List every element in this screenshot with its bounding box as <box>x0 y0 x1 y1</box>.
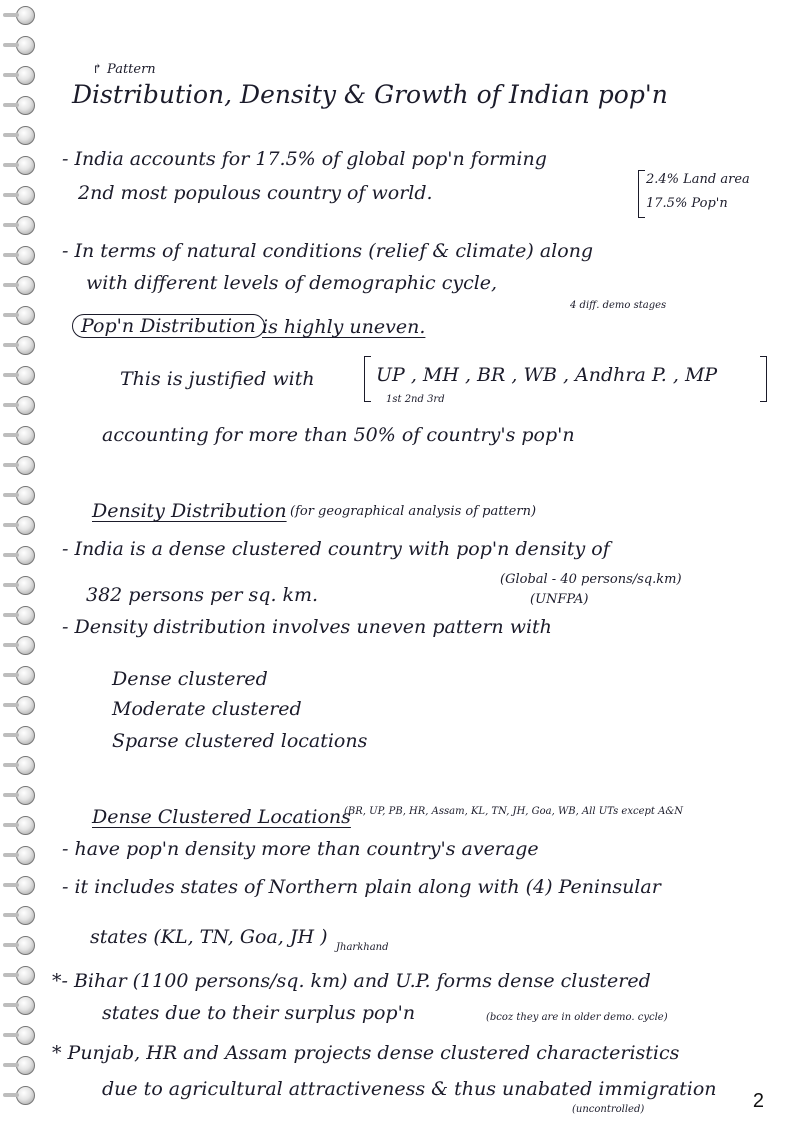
note-line: states due to their surplus pop'n <box>102 1002 416 1024</box>
side-note: 2.4% Land area <box>646 172 750 187</box>
side-note: 17.5% Pop'n <box>646 196 728 211</box>
note-line: 382 persons per sq. km. <box>86 584 319 606</box>
section-heading: Density Distribution <box>92 500 287 522</box>
bracket <box>638 170 645 218</box>
note-line: UP , MH , BR , WB , Andhra P. , MP <box>376 364 718 386</box>
circled-term: Pop'n Distribution <box>72 314 265 338</box>
note-line: with different levels of demographic cycle, <box>86 272 498 294</box>
title-annotation: ↱ Pattern <box>92 62 156 77</box>
note-line: 2nd most populous country of world. <box>78 182 433 204</box>
note-line: - Density distribution involves uneven pattern with <box>62 616 552 638</box>
side-note: Jharkhand <box>336 942 389 953</box>
note-line: states (KL, TN, Goa, JH ) <box>90 926 328 948</box>
list-item: Sparse clustered locations <box>112 730 368 752</box>
side-note: (UNFPA) <box>530 592 589 607</box>
page-number: 2 <box>752 1090 764 1112</box>
page-title: Distribution, Density & Growth of Indian pop'n <box>72 80 668 109</box>
side-note: (Global - 40 persons/sq.km) <box>500 572 682 587</box>
list-item: Moderate clustered <box>112 698 302 720</box>
side-note: 4 diff. demo stages <box>570 300 667 311</box>
list-item: Dense clustered <box>112 668 268 690</box>
note-line: - In terms of natural conditions (relief & climate) along <box>62 240 594 262</box>
bracket <box>760 356 767 402</box>
note-line: This is justified with <box>120 368 315 390</box>
note-line: * Punjab, HR and Assam projects dense clustered characteristics <box>52 1042 680 1064</box>
section-heading: Dense Clustered Locations <box>92 806 351 828</box>
side-note: (for geographical analysis of pattern) <box>290 504 537 519</box>
note-line: - have pop'n density more than country's average <box>62 838 539 860</box>
bracket <box>364 356 371 402</box>
note-line: accounting for more than 50% of country's pop'n <box>102 424 575 446</box>
note-line: - it includes states of Northern plain along with (4) Peninsular <box>62 876 661 898</box>
rank-note: 1st 2nd 3rd <box>386 394 445 405</box>
note-line: - India is a dense clustered country with pop'n density of <box>62 538 610 560</box>
side-note: (bcoz they are in older demo. cycle) <box>486 1012 668 1023</box>
note-line: - India accounts for 17.5% of global pop'n forming <box>62 148 547 170</box>
side-note: (BR, UP, PB, HR, Assam, KL, TN, JH, Goa, WB, All UTs except A&N <box>344 806 683 817</box>
note-line: *- Bihar (1100 persons/sq. km) and U.P. forms dense clustered <box>52 970 651 992</box>
note-line: due to agricultural attractiveness & thus unabated immigration <box>102 1078 717 1100</box>
note-line: is highly uneven. <box>262 316 426 338</box>
side-note: (uncontrolled) <box>572 1104 645 1115</box>
